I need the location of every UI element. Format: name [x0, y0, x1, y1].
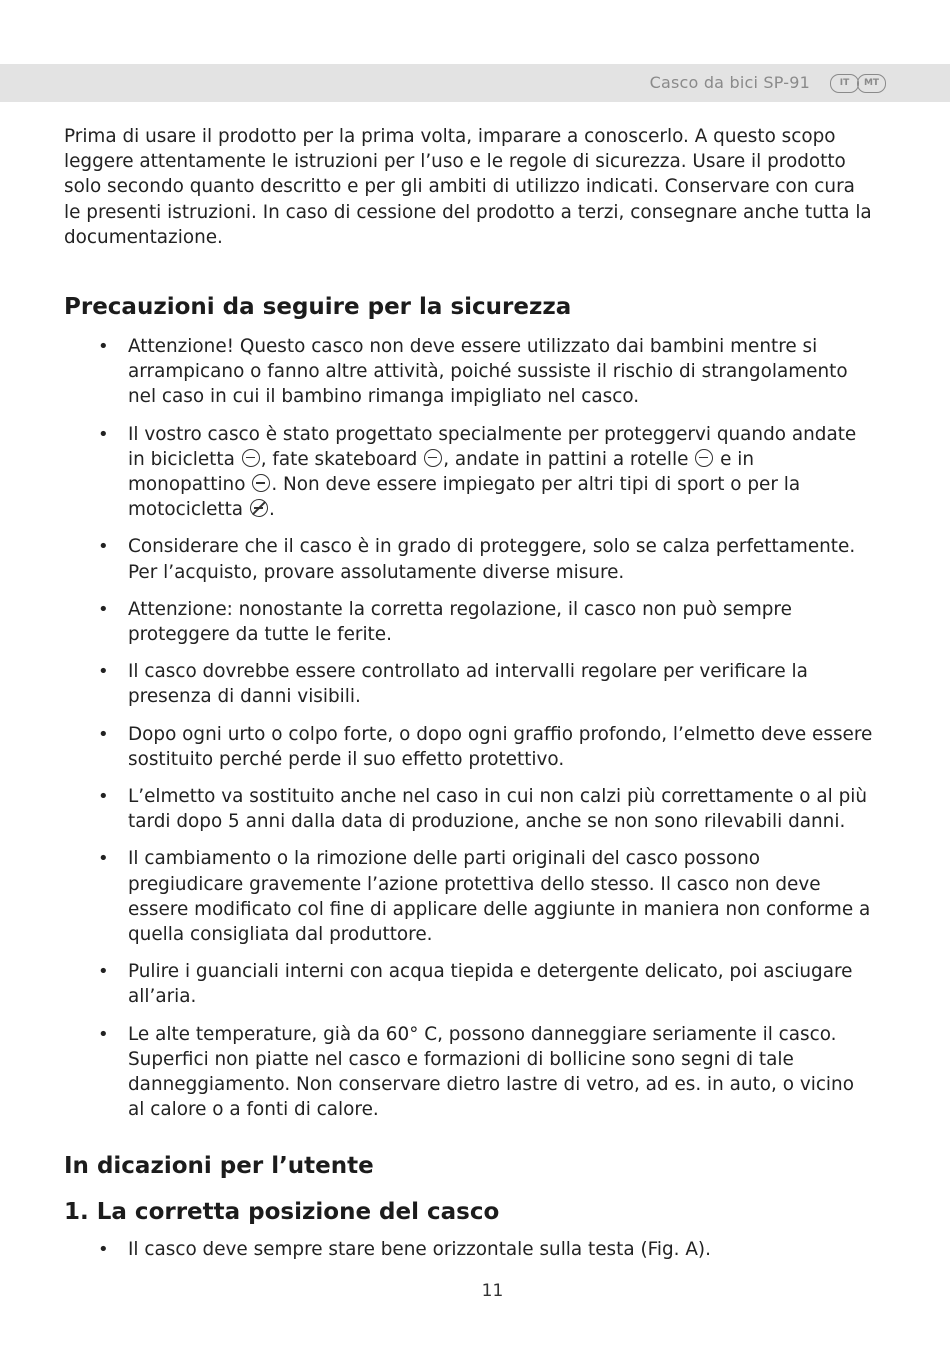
bullet: •: [98, 536, 109, 558]
list-item-text: Il casco dovrebbe essere controllato ad intervalli regolare per verificare la presenza di danni visibili.: [128, 661, 808, 708]
list-item-text-3: , andate in pattini a rotelle: [443, 448, 689, 470]
list-item-text: Attenzione: nonostante la corretta regolazione, il casco non può sempre proteggere da tutte le ferite.: [128, 598, 792, 646]
bullet: •: [98, 961, 109, 983]
list-item: [64, 959, 874, 1009]
position-heading: 1. La corretta posizione del casco: [64, 1198, 500, 1225]
intro-paragraph: Prima di usare il prodotto per la prima volta, imparare a conoscerlo. A questo scopo leggere attentamente le istruzioni per l’uso e le regole di sicurezza. Usare il prodotto solo secondo quanto descritto e per gli ambiti di utilizzo indicati. Conservare con cura le presenti istruzioni. In caso di cessione del prodotto a terzi, consegnare anche tutta la documentazione.: [64, 126, 872, 248]
list-item-text-2: , fate skateboard: [260, 448, 418, 470]
list-item-text-1: Il vostro casco è stato progettato specialmente per proteggervi quando andate in bicicletta: [128, 423, 857, 470]
list-item: [64, 534, 874, 584]
bullet: •: [98, 336, 109, 358]
list-item: [64, 846, 874, 947]
list-item-text: Il casco deve sempre stare bene orizzontale sulla testa (Fig. A).: [128, 1238, 711, 1260]
document-title: Casco da bici SP-91: [649, 73, 810, 92]
bullet: •: [98, 786, 109, 808]
user-heading: In dicazioni per l’utente: [64, 1152, 374, 1179]
list-item-text: Le alte temperature, già da 60° C, possono danneggiare seriamente il casco. Superfici non piatte nel casco e formazioni di bollicine sono segni di tale danneggiamento. Non conservare dietro lastre di vetro, ad es. in auto, o vicino al calore o a fonti di calore.: [128, 1023, 854, 1121]
bullet: •: [98, 1023, 109, 1045]
list-item-text: Attenzione! Questo casco non deve essere utilizzato dai bambini mentre si arrampicano o fanno altre attività, poiché sussiste il rischio di strangolamento nel caso in cui il bambino rimanga impigliato nel casco.: [128, 336, 848, 408]
list-item: [64, 722, 874, 772]
page-content: [64, 124, 874, 1274]
list-item: [64, 597, 874, 647]
bullet: •: [98, 661, 109, 683]
list-item-text: Pulire i guanciali interni con acqua tiepida e detergente delicato, poi asciugare all’aria.: [128, 961, 853, 1008]
bullet: •: [98, 723, 109, 745]
skateboard-icon: [424, 449, 442, 467]
lang-badge-it: IT: [830, 74, 859, 93]
list-item: [64, 334, 874, 410]
bullet: •: [98, 598, 109, 620]
page-number: 11: [481, 1281, 504, 1301]
list-item-text-6: .: [268, 499, 275, 521]
list-item-text: Il cambiamento o la rimozione delle parti originali del casco possono pregiudicare gravemente l’azione protettiva dello stesso. Il casco non deve essere modificato col fine di applicare delle aggiunte in maniera non conforme a quella consigliata dal produttore.: [128, 848, 871, 946]
list-item-text-4: e in monopattino: [128, 448, 755, 496]
list-item-text: L’elmetto va sostituito anche nel caso in cui non calzi più correttamente o al più tardi dopo 5 anni dalla data di produzione, anche se non sono rilevabili danni.: [128, 786, 868, 833]
safety-list: [64, 334, 874, 1122]
position-list: [64, 1237, 874, 1262]
no-motorcycle-icon: [250, 499, 268, 517]
bicycle-icon: [242, 449, 260, 467]
bullet: •: [98, 423, 109, 445]
list-item: [64, 1022, 874, 1123]
header-bar: [0, 64, 950, 102]
list-item: [64, 1237, 874, 1262]
scooter-icon: [252, 474, 270, 492]
list-item: [64, 422, 874, 523]
list-item: [64, 784, 874, 834]
list-item: [64, 659, 874, 709]
language-badges: [832, 74, 886, 93]
list-item-text-5: . Non deve essere impiegato per altri tipi di sport o per la motocicletta: [128, 474, 801, 521]
bullet: •: [98, 848, 109, 870]
roller-skate-icon: [695, 449, 713, 467]
safety-heading: Precauzioni da seguire per la sicurezza: [64, 294, 572, 321]
lang-badge-mt: MT: [857, 74, 886, 93]
list-item-text: Dopo ogni urto o colpo forte, o dopo ogni graffio profondo, l’elmetto deve essere sostituito perché perde il suo effetto protettivo.: [128, 723, 873, 770]
bullet: •: [98, 1238, 109, 1260]
list-item-text: Considerare che il casco è in grado di proteggere, solo se calza perfettamente. Per l’acquisto, provare assolutamente diverse misure.: [128, 536, 856, 583]
